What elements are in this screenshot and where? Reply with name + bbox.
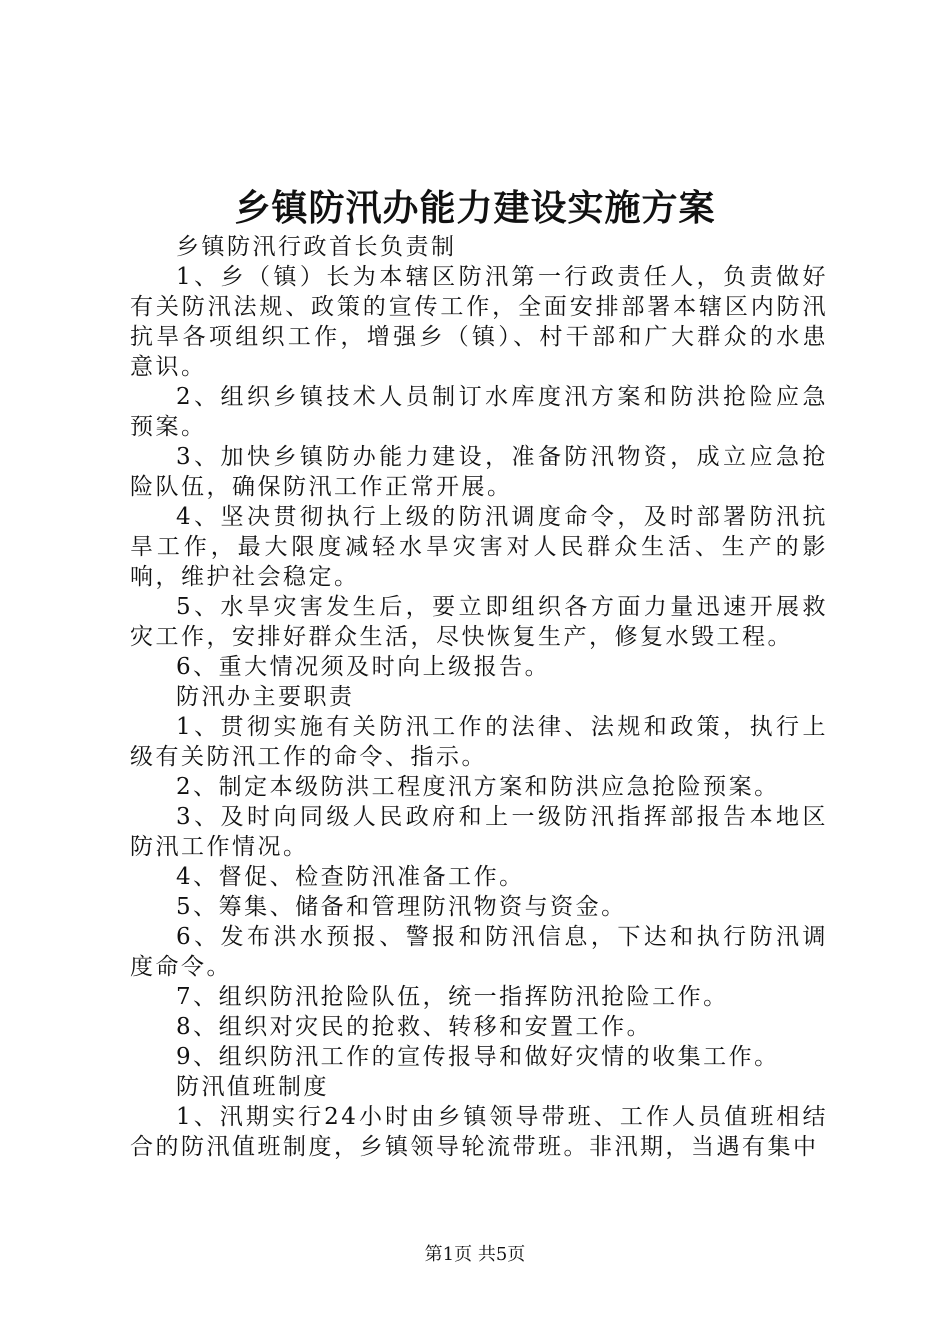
page-footer: 第1页 共5页 (424, 1244, 526, 1265)
section-heading: 防汛办主要职责 (176, 684, 355, 710)
paragraph: 4、坚决贯彻执行上级的防汛调度命令，及时部署防汛抗旱工作，最大限度减轻水旱灾害对人民群众生活、生产的影响，维护社会稳定。 (130, 504, 828, 590)
paragraph: 3、加快乡镇防办能力建设，准备防汛物资，成立应急抢险队伍，确保防汛工作正常开展。 (130, 444, 828, 500)
document-body (130, 232, 828, 1162)
paragraph: 5、筹集、储备和管理防汛物资与资金。 (176, 894, 627, 920)
paragraph: 6、发布洪水预报、警报和防汛信息，下达和执行防汛调度命令。 (130, 924, 828, 980)
paragraph: 2、组织乡镇技术人员制订水库度汛方案和防洪抢险应急预案。 (130, 384, 828, 440)
paragraph: 2、制定本级防洪工程度汛方案和防洪应急抢险预案。 (176, 774, 780, 800)
section-heading: 防汛值班制度 (176, 1074, 329, 1100)
paragraph: 8、组织对灾民的抢救、转移和安置工作。 (176, 1014, 653, 1040)
paragraph: 9、组织防汛工作的宣传报导和做好灾情的收集工作。 (176, 1044, 780, 1070)
paragraph: 1、贯彻实施有关防汛工作的法律、法规和政策，执行上级有关防汛工作的命令、指示。 (130, 714, 828, 770)
section-heading: 乡镇防汛行政首长负责制 (176, 234, 457, 260)
paragraph: 1、汛期实行24小时由乡镇领导带班、工作人员值班相结合的防汛值班制度，乡镇领导轮流带班。非汛期，当遇有集中 (130, 1104, 828, 1160)
paragraph: 4、督促、检查防汛准备工作。 (176, 864, 525, 890)
paragraph: 3、及时向同级人民政府和上一级防汛指挥部报告本地区防汛工作情况。 (130, 804, 828, 860)
paragraph: 6、重大情况须及时向上级报告。 (176, 654, 551, 680)
paragraph: 7、组织防汛抢险队伍，统一指挥防汛抢险工作。 (176, 984, 729, 1010)
paragraph: 5、水旱灾害发生后，要立即组织各方面力量迅速开展救灾工作，安排好群众生活，尽快恢复生产，修复水毁工程。 (130, 594, 828, 650)
paragraph: 1、乡（镇）长为本辖区防汛第一行政责任人，负责做好有关防汛法规、政策的宣传工作，全面安排部署本辖区内防汛抗旱各项组织工作，增强乡（镇）、村干部和广大群众的水患意识。 (130, 264, 828, 380)
document-title: 乡镇防汛办能力建设实施方案 (234, 187, 716, 229)
